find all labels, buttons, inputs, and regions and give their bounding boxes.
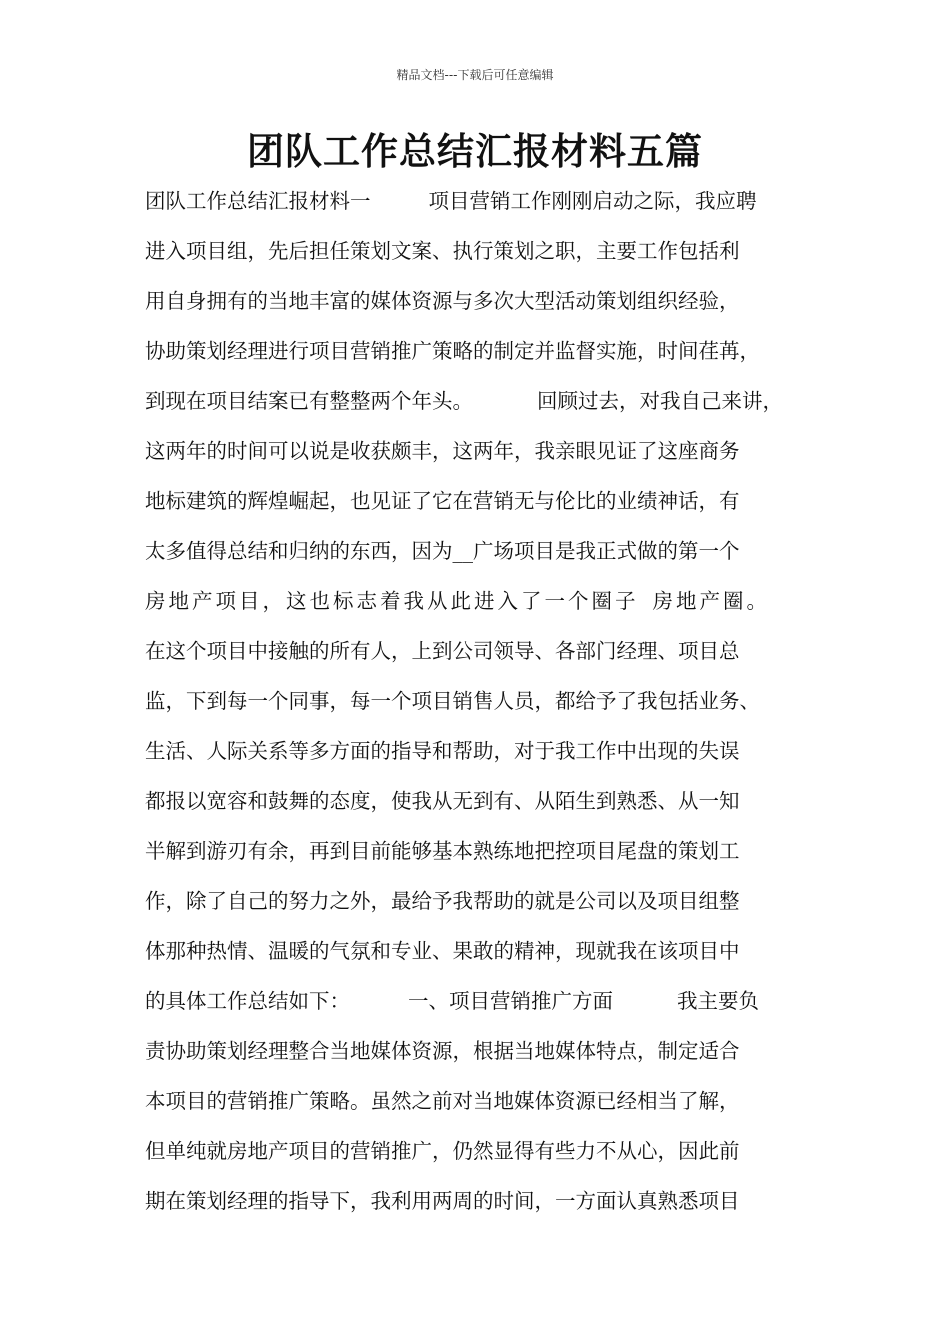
body-line: 本项目的营销推广策略。虽然之前对当地媒体资源已经相当了解，: [145, 1089, 740, 1113]
body-line: 作，除了自己的努力之外，最给予我帮助的就是公司以及项目组整: [145, 889, 740, 913]
document-body: [145, 176, 835, 1226]
document-title: 团队工作总结汇报材料五篇: [247, 130, 703, 173]
body-line: 生活、人际关系等多方面的指导和帮助，对于我工作中出现的失误: [145, 739, 740, 763]
body-line: 都报以宽容和鼓舞的态度，使我从无到有、从陌生到熟悉、从一知: [145, 789, 740, 813]
body-line: 协助策划经理进行项目营销推广策略的制定并监督实施，时间荏苒，: [145, 339, 760, 363]
body-line: [145, 176, 835, 226]
text-segment: 房地产圈。: [652, 589, 770, 613]
body-line: 体那种热情、温暖的气氛和专业、果敢的精神，现就我在该项目中: [145, 939, 740, 963]
body-line: 责协助策划经理整合当地媒体资源，根据当地媒体特点，制定适合: [145, 1039, 740, 1063]
text-segment: 房地产项目，这也标志着我从此进入了一个圈子: [145, 589, 639, 613]
page-header: 精品文档---下载后可任意编辑: [396, 68, 554, 82]
body-line: [145, 376, 835, 426]
body-line: 地标建筑的辉煌崛起，也见证了它在营销无与伦比的业绩神话，有: [145, 489, 740, 513]
body-line: 期在策划经理的指导下，我利用两周的时间，一方面认真熟悉项目: [145, 1189, 740, 1213]
body-line: [145, 576, 835, 626]
body-line: [145, 976, 835, 1026]
text-segment: 到现在项目结案已有整整两个年头。: [145, 389, 473, 413]
body-line: 这两年的时间可以说是收获颇丰，这两年，我亲眼见证了这座商务: [145, 439, 740, 463]
section-heading: 团队工作总结汇报材料一: [145, 189, 371, 213]
body-line: 监，下到每一个同事，每一个项目销售人员，都给予了我包括业务、: [145, 689, 760, 713]
text-segment: 的具体工作总结如下：: [145, 989, 350, 1013]
body-line: 进入项目组，先后担任策划文案、执行策划之职，主要工作包括利: [145, 239, 740, 263]
section-heading: 一、项目营销推广方面: [408, 989, 613, 1013]
body-line: 太多值得总结和归纳的东西，因为__广场项目是我正式做的第一个: [145, 539, 740, 563]
text-segment: 项目营销工作刚刚启动之际，我应聘: [428, 189, 757, 213]
body-line: 半解到游刃有余，再到目前能够基本熟练地把控项目尾盘的策划工: [145, 839, 740, 863]
body-line: 用自身拥有的当地丰富的媒体资源与多次大型活动策划组织经验，: [145, 289, 740, 313]
body-line: 在这个项目中接触的所有人，上到公司领导、各部门经理、项目总: [145, 639, 740, 663]
text-segment: 我主要负: [677, 989, 759, 1013]
text-segment: 回顾过去，对我自己来讲，: [537, 389, 783, 413]
body-line: 但单纯就房地产项目的营销推广，仍然显得有些力不从心，因此前: [145, 1139, 740, 1163]
